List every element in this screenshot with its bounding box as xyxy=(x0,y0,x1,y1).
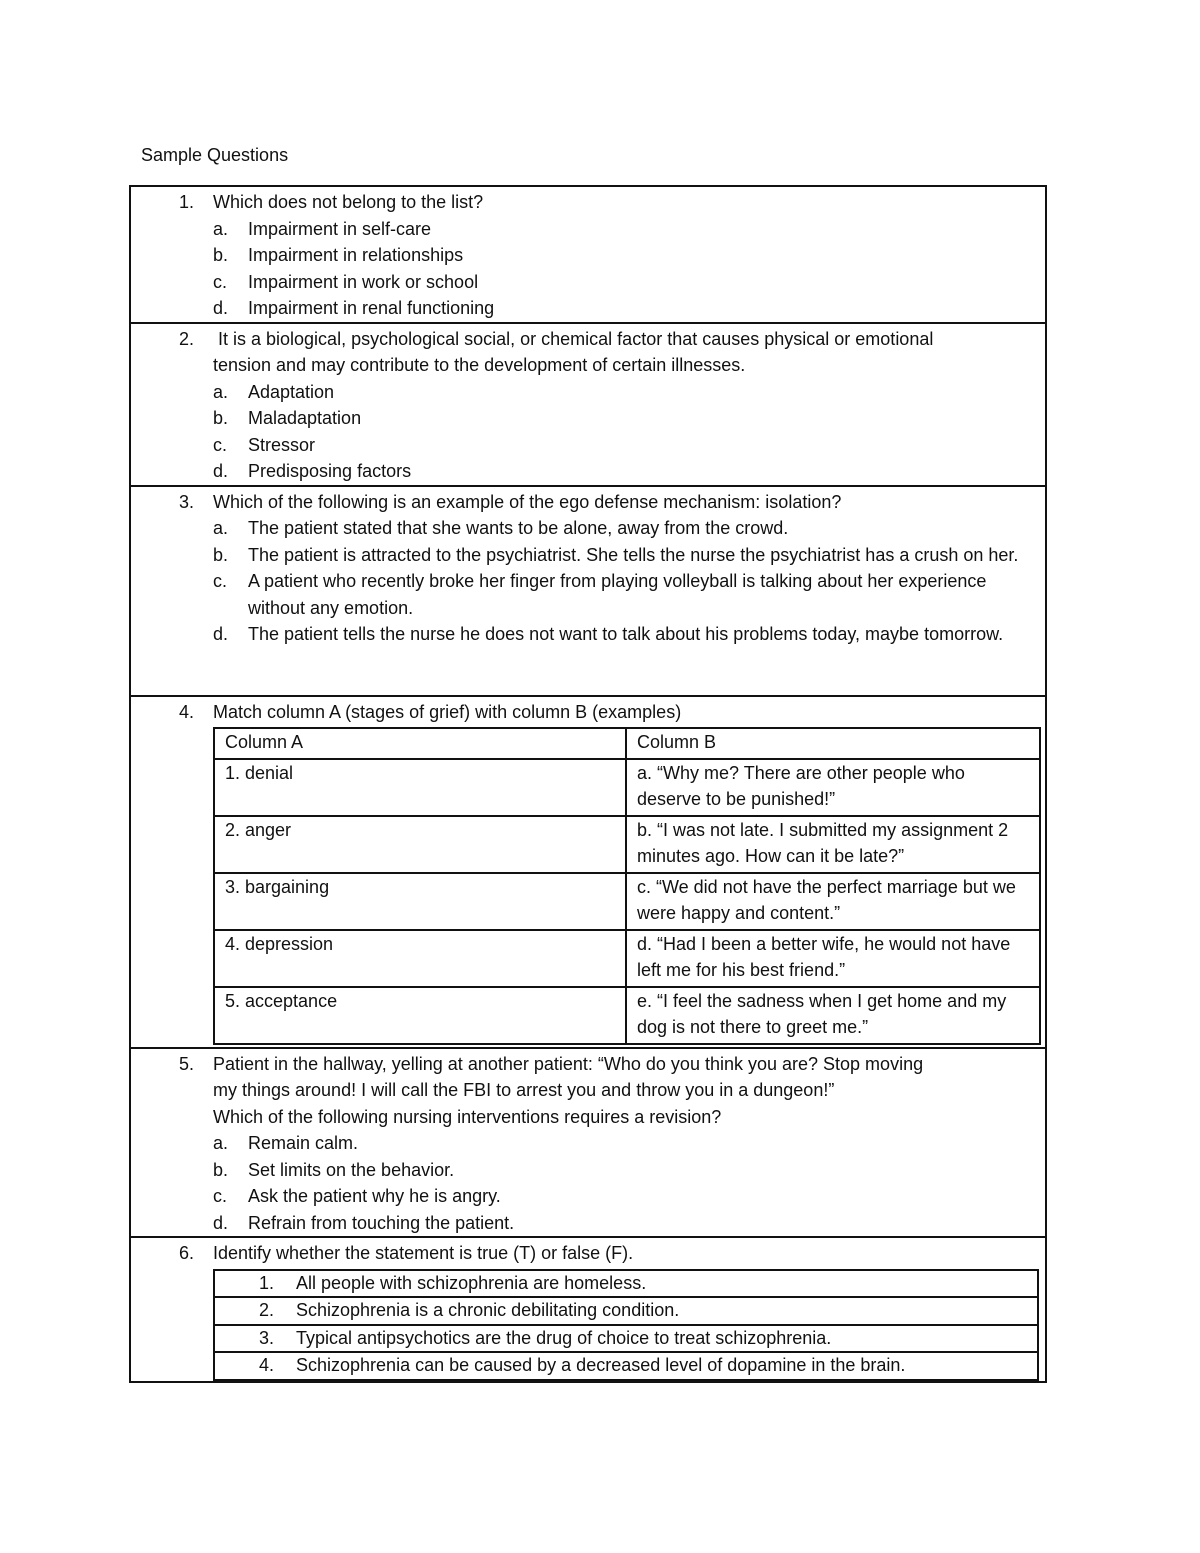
column-a-cell: 3. bargaining xyxy=(214,873,626,930)
question-number: 1. xyxy=(179,192,195,212)
question-text-continued: my things around! I will call the FBI to arrest you and throw you in a dungeon!” xyxy=(213,1080,835,1100)
question-1 xyxy=(130,186,1046,323)
column-a-cell: 2. anger xyxy=(214,816,626,873)
question-6 xyxy=(130,1237,1046,1382)
question-5 xyxy=(130,1048,1046,1238)
option: b. Maladaptation xyxy=(213,408,362,428)
statement-row xyxy=(214,1325,1038,1353)
question-number: 6. xyxy=(179,1243,195,1263)
column-a-cell: 5. acceptance xyxy=(214,987,626,1044)
statement-number: 4. xyxy=(259,1355,275,1375)
question-number: 4. xyxy=(179,701,195,722)
option: a. The patient stated that she wants to be alone, away from the crowd. xyxy=(213,518,789,538)
matching-row xyxy=(214,987,1040,1044)
option: c. Ask the patient why he is angry. xyxy=(213,1186,501,1206)
column-b-cell: a. “Why me? There are other people who deserve to be punished!” xyxy=(626,759,1040,816)
statement-text: Typical antipsychotics are the drug of choice to treat schizophrenia. xyxy=(296,1327,832,1348)
option: c. A patient who recently broke her finger from playing volleyball is talking about her experience without any emotion. xyxy=(213,571,987,618)
matching-header-row xyxy=(214,728,1040,759)
column-a-cell: 4. depression xyxy=(214,930,626,987)
question-prompt: Which of the following nursing interventions requires a revision? xyxy=(213,1106,722,1127)
option: a. Remain calm. xyxy=(213,1133,359,1153)
question-number: 2. xyxy=(179,328,195,349)
true-false-table xyxy=(213,1269,1039,1381)
option: a. Impairment in self-care xyxy=(213,218,432,239)
question-number: 5. xyxy=(179,1053,195,1074)
question-number: 3. xyxy=(179,491,195,512)
statement-number: 2. xyxy=(259,1300,275,1320)
question-text-continued: tension and may contribute to the development of certain illnesses. xyxy=(213,355,746,375)
questions-table xyxy=(129,185,1047,1383)
matching-row xyxy=(214,873,1040,930)
question-3 xyxy=(130,486,1046,696)
option: d. Refrain from touching the patient. xyxy=(213,1212,515,1233)
question-4 xyxy=(130,696,1046,1048)
column-a-cell: 1. denial xyxy=(214,759,626,816)
column-b-cell: b. “I was not late. I submitted my assignment 2 minutes ago. How can it be late?” xyxy=(626,816,1040,873)
option: b. Impairment in relationships xyxy=(213,245,464,265)
statement-row xyxy=(214,1270,1038,1298)
column-b-header: Column B xyxy=(626,728,1040,759)
option: b. Set limits on the behavior. xyxy=(213,1159,455,1180)
page-title: Sample Questions xyxy=(141,145,289,165)
matching-row xyxy=(214,930,1040,987)
option: c. Stressor xyxy=(213,434,316,455)
matching-table xyxy=(213,727,1041,1045)
question-text: Match column A (stages of grief) with column B (examples) xyxy=(213,701,682,722)
question-text: Which does not belong to the list? xyxy=(213,192,484,212)
column-b-cell: d. “Had I been a better wife, he would not have left me for his best friend.” xyxy=(626,930,1040,987)
question-text: It is a biological, psychological social, or chemical factor that causes physical or emotional xyxy=(213,328,934,349)
question-text: Identify whether the statement is true (T) or false (F). xyxy=(213,1243,634,1263)
question-2 xyxy=(130,323,1046,486)
column-b-cell: c. “We did not have the perfect marriage but we were happy and content.” xyxy=(626,873,1040,930)
option: d. Predisposing factors xyxy=(213,461,412,481)
option: d. The patient tells the nurse he does not want to talk about his problems today, maybe tomorrow. xyxy=(213,624,1004,644)
statement-row xyxy=(214,1352,1038,1380)
option: c. Impairment in work or school xyxy=(213,271,479,292)
statement-number: 3. xyxy=(259,1327,275,1348)
matching-row xyxy=(214,759,1040,816)
option: d. Impairment in renal functioning xyxy=(213,298,495,318)
column-a-header: Column A xyxy=(214,728,626,759)
statement-text: All people with schizophrenia are homeless. xyxy=(296,1272,647,1293)
statement-text: Schizophrenia can be caused by a decreased level of dopamine in the brain. xyxy=(296,1355,906,1375)
question-text: Patient in the hallway, yelling at another patient: “Who do you think you are? Stop moving xyxy=(213,1053,924,1074)
column-b-cell: e. “I feel the sadness when I get home and my dog is not there to greet me.” xyxy=(626,987,1040,1044)
matching-row xyxy=(214,816,1040,873)
statement-number: 1. xyxy=(259,1272,275,1293)
question-text: Which of the following is an example of the ego defense mechanism: isolation? xyxy=(213,491,842,512)
statement-row xyxy=(214,1297,1038,1325)
option: b. The patient is attracted to the psychiatrist. She tells the nurse the psychiatrist has a crush on her. xyxy=(213,544,1019,565)
statement-text: Schizophrenia is a chronic debilitating condition. xyxy=(296,1300,680,1320)
option: a. Adaptation xyxy=(213,381,335,402)
